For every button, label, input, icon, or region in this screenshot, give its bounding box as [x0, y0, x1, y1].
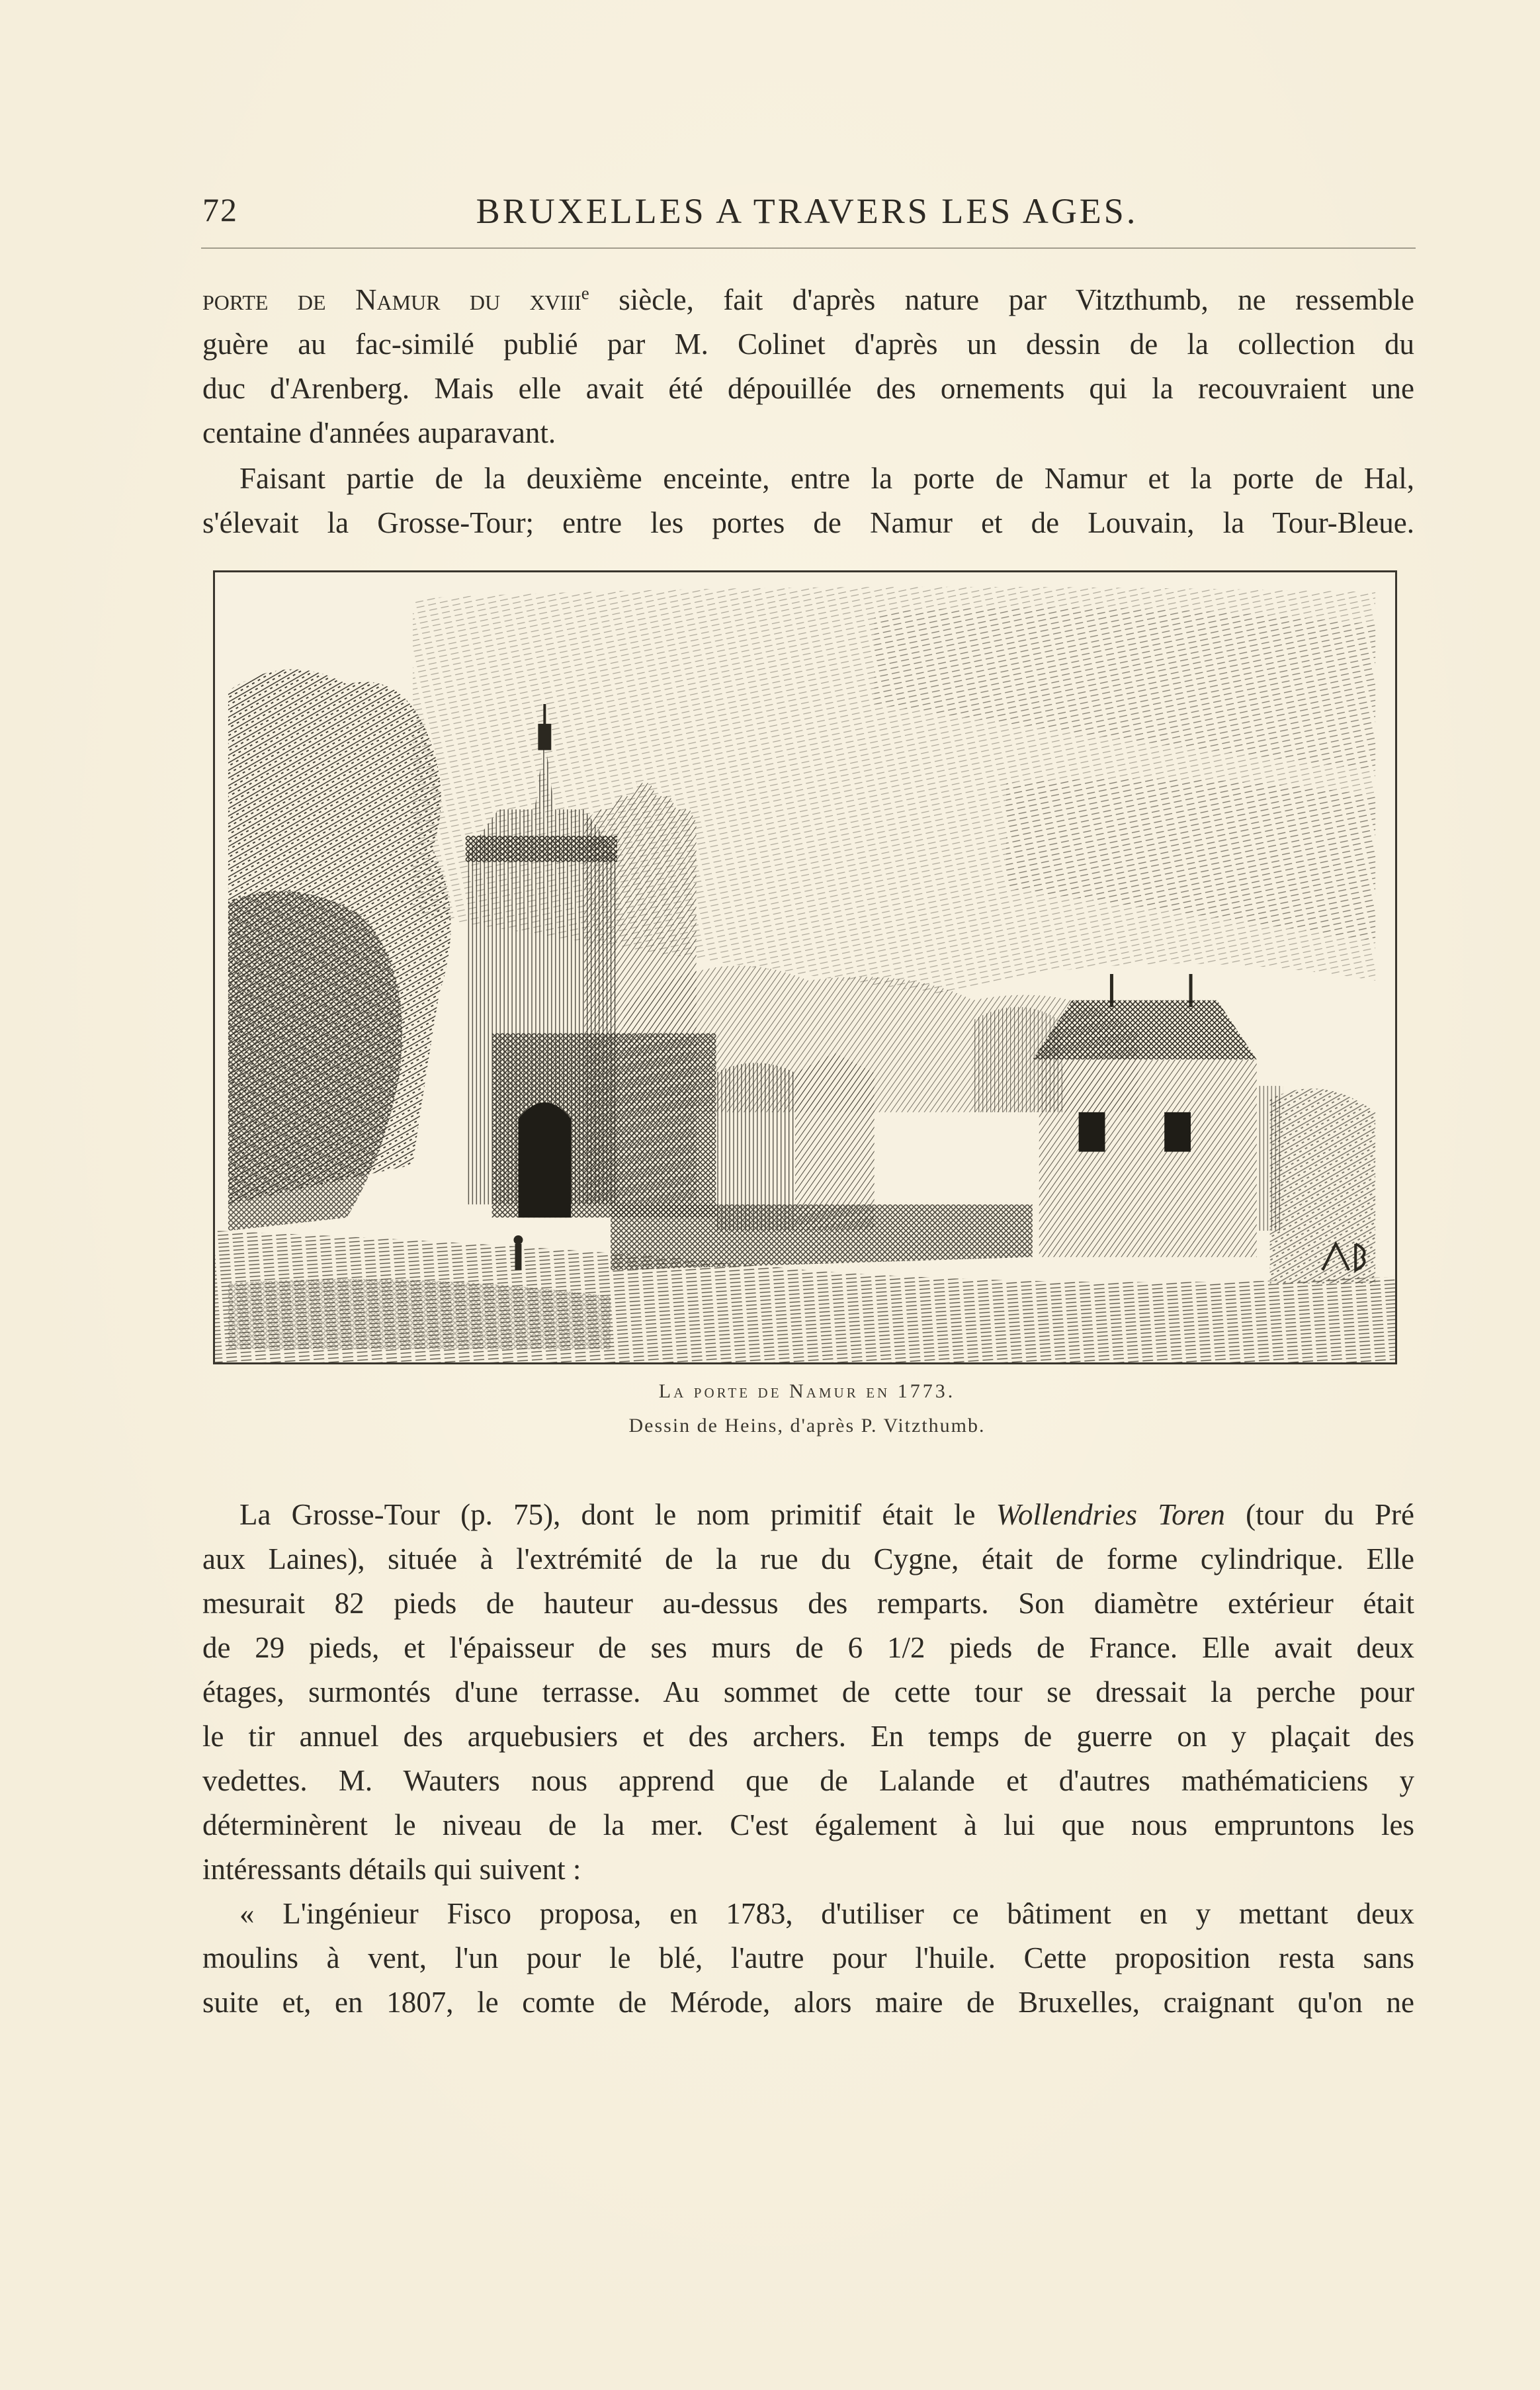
text-line: aux Laines), située à l'extrémité de la rue du Cygne, était de forme cylindrique. Elle: [202, 1542, 1414, 1575]
text-line: vedettes. M. Wauters nous apprend que de Lalande et d'autres mathématiciens y: [202, 1764, 1414, 1797]
paragraph-1: [202, 278, 1414, 455]
text-line: le tir annuel des arquebusiers et des archers. En temps de guerre on y plaçait des: [202, 1720, 1414, 1753]
text-line: porte de Namur du xviii$^e$ siècle, fait d'après nature par Vitzthumb, ne ressemble: [202, 283, 1414, 316]
text-line: centaine d'années auparavant.: [202, 416, 556, 449]
running-title: BRUXELLES A TRAVERS LES AGES.: [476, 191, 1138, 231]
text-line: déterminèrent le niveau de la mer. C'est également à lui que nous empruntons les: [202, 1808, 1414, 1841]
text-line: étages, surmontés d'une terrasse. Au sommet de cette tour se dressait la perche pour: [202, 1675, 1414, 1708]
text-line: intéressants détails qui suivent :: [202, 1853, 581, 1886]
engraving-drawing: [215, 572, 1395, 1362]
engraving-illustration: [213, 570, 1397, 1364]
text-line: « L'ingénieur Fisco proposa, en 1783, d'utiliser ce bâtiment en y mettant deux: [239, 1897, 1414, 1930]
paragraph-2: [202, 457, 1414, 545]
text-line: La Grosse-Tour (p. 75), dont le nom primitif était le Wollendries Toren (tour du Pré: [239, 1498, 1414, 1531]
running-header: [198, 184, 1416, 237]
text-line: duc d'Arenberg. Mais elle avait été dépouillée des ornements qui la recouvraient une: [202, 372, 1414, 405]
text-line: de 29 pieds, et l'épaisseur de ses murs de 6 1/2 pieds de France. Elle avait deux: [202, 1631, 1414, 1664]
figure-caption-credit: Dessin de Heins, d'après P. Vitzthumb.: [628, 1415, 986, 1437]
header-rule: [201, 247, 1416, 249]
text-line: Faisant partie de la deuxième enceinte, entre la porte de Namur et la porte de Hal,: [239, 462, 1414, 495]
paragraph-3: [202, 1493, 1414, 2025]
text-line: guère au fac-similé publié par M. Colinet d'après un dessin de la collection du: [202, 328, 1414, 361]
page-number: 72: [202, 191, 238, 228]
text-line: moulins à vent, l'un pour le blé, l'autre pour l'huile. Cette proposition resta sans: [202, 1941, 1414, 1974]
text-line: mesurait 82 pieds de hauteur au-dessus des remparts. Son diamètre extérieur était: [202, 1587, 1414, 1620]
figure-caption-title: La porte de Namur en 1773.: [658, 1380, 956, 1402]
text-line: suite et, en 1807, le comte de Mérode, alors maire de Bruxelles, craignant qu'on ne: [202, 1986, 1414, 2019]
text-line: s'élevait la Grosse-Tour; entre les portes de Namur et de Louvain, la Tour-Bleue.: [202, 506, 1414, 539]
